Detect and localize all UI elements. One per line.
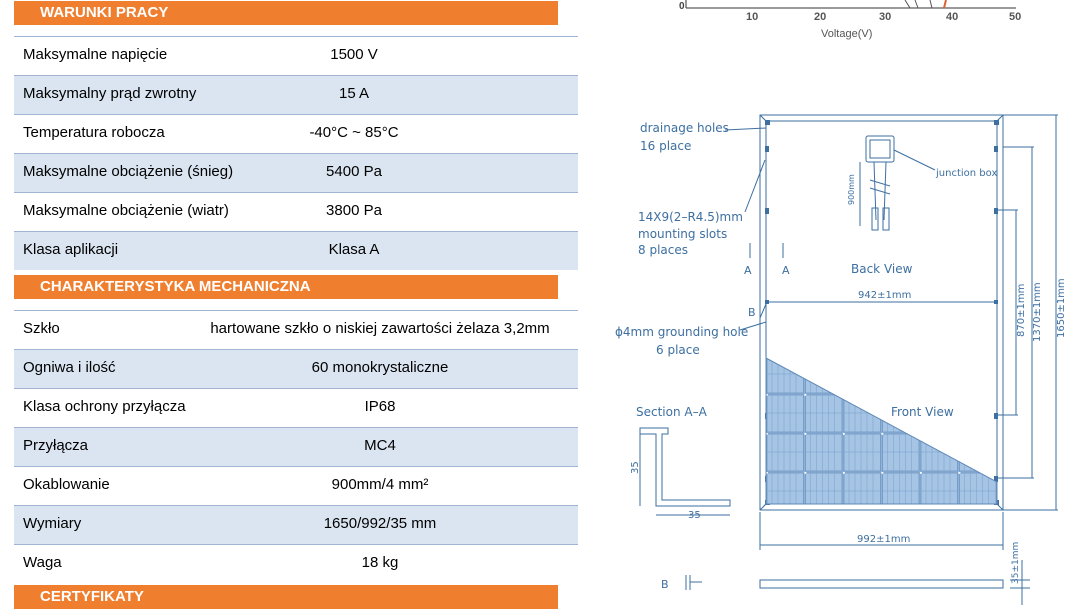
spec-label: Okablowanie — [23, 476, 110, 493]
spec-label: Temperatura robocza — [23, 124, 165, 141]
section-mark-a-left: A — [744, 264, 752, 277]
slots-label-3: 8 places — [638, 243, 688, 257]
slots-label-2: mounting slots — [638, 227, 728, 241]
iv-chart-fragment — [679, 0, 1021, 40]
spec-row — [14, 192, 578, 231]
spec-value: hartowane szkło o niskiej zawartości żelaza 3,2mm — [210, 320, 550, 337]
spec-label: Klasa aplikacji — [23, 241, 119, 258]
width-outer-label: 992±1mm — [857, 534, 911, 545]
section-35-width: 35 — [688, 510, 701, 521]
spec-row — [14, 114, 578, 153]
row-divider — [14, 36, 578, 37]
section-mark-b: B — [748, 306, 756, 319]
row-divider — [14, 153, 578, 154]
spec-value: 60 monokrystaliczne — [311, 359, 449, 376]
row-divider — [14, 466, 578, 467]
slots-label-1: 14X9(2–R4.5)mm — [638, 210, 743, 224]
spec-label: Ogniwa i ilość — [23, 359, 116, 376]
spec-row — [14, 349, 578, 388]
junction-box-label: junction box — [936, 168, 998, 179]
section-header-mechanical: CHARAKTERYSTYKA MECHANICZNA — [14, 275, 558, 299]
spec-row — [14, 75, 578, 114]
spec-value: Klasa A — [328, 241, 380, 258]
spec-value: 3800 Pa — [326, 202, 382, 219]
iv-tick-40: 40 — [946, 11, 959, 23]
spec-value: IP68 — [364, 398, 396, 415]
width-inner-label: 942±1mm — [858, 290, 912, 301]
cable-length-label: 900mm — [847, 174, 856, 205]
section-mark-b-bottom: B — [661, 578, 669, 591]
iv-tick-30: 30 — [879, 11, 892, 23]
row-divider — [14, 192, 578, 193]
spec-value: 5400 Pa — [326, 163, 382, 180]
row-divider — [14, 114, 578, 115]
spec-row — [14, 36, 578, 75]
row-divider — [14, 349, 578, 350]
panel-technical-drawing — [590, 0, 1071, 614]
front-view-cells — [766, 358, 997, 504]
spec-value: 15 A — [338, 85, 370, 102]
spec-value: 18 kg — [361, 554, 399, 571]
dim-1650-label: 1650±1mm — [1056, 278, 1067, 338]
row-divider — [14, 75, 578, 76]
spec-label: Maksymalne napięcie — [23, 46, 168, 63]
iv-tick-10: 10 — [746, 11, 759, 23]
spec-value: 1500 V — [330, 46, 378, 63]
row-divider — [14, 505, 578, 506]
side-view — [760, 580, 1003, 588]
dim-1370-label: 1370±1mm — [1032, 282, 1043, 342]
spec-value: 1650/992/35 mm — [323, 515, 437, 532]
spec-label: Szkło — [23, 320, 60, 337]
drainage-label-2: 16 place — [640, 139, 692, 153]
spec-row — [14, 310, 578, 349]
spec-label: Maksymalne obciążenie (wiatr) — [23, 202, 229, 219]
section-header-certs: CERTYFIKATY — [14, 585, 558, 609]
spec-label: Wymiary — [23, 515, 82, 532]
spec-label: Klasa ochrony przyłącza — [23, 398, 186, 415]
spec-label: Maksymalne obciążenie (śnieg) — [23, 163, 234, 180]
section-aa-profile — [640, 428, 730, 506]
spec-row — [14, 427, 578, 466]
drainage-label-1: drainage holes — [640, 121, 729, 135]
depth-label: 35±1mm — [1011, 541, 1021, 584]
section-mark-a-right: A — [782, 264, 790, 277]
row-divider — [14, 231, 578, 232]
spec-label: Przyłącza — [23, 437, 89, 454]
iv-tick-0: 0 — [679, 1, 685, 12]
spec-value: -40°C ~ 85°C — [309, 124, 399, 141]
spec-row — [14, 466, 578, 505]
spec-row — [14, 505, 578, 544]
iv-xlabel: Voltage(V) — [821, 28, 873, 40]
row-divider — [14, 544, 578, 545]
spec-value: 900mm/4 mm² — [331, 476, 429, 493]
front-view-label: Front View — [891, 405, 954, 419]
dim-870-label: 870±1mm — [1016, 283, 1027, 337]
spec-value: MC4 — [364, 437, 396, 454]
spec-row — [14, 153, 578, 192]
iv-tick-50: 50 — [1009, 11, 1022, 23]
section-aa-label: Section A–A — [636, 405, 707, 419]
spec-row — [14, 544, 578, 583]
back-view-label: Back View — [851, 262, 913, 276]
section-header-working: WARUNKI PRACY — [14, 1, 558, 25]
spec-row — [14, 388, 578, 427]
section-35-height: 35 — [630, 461, 641, 474]
spec-label: Waga — [23, 554, 62, 571]
grounding-label-2: 6 place — [656, 343, 700, 357]
row-divider — [14, 388, 578, 389]
row-divider — [14, 427, 578, 428]
row-divider — [14, 310, 578, 311]
spec-row — [14, 231, 578, 270]
grounding-label-1: ϕ4mm grounding hole — [615, 325, 749, 339]
iv-tick-20: 20 — [814, 11, 827, 23]
spec-label: Maksymalny prąd zwrotny — [23, 85, 197, 102]
